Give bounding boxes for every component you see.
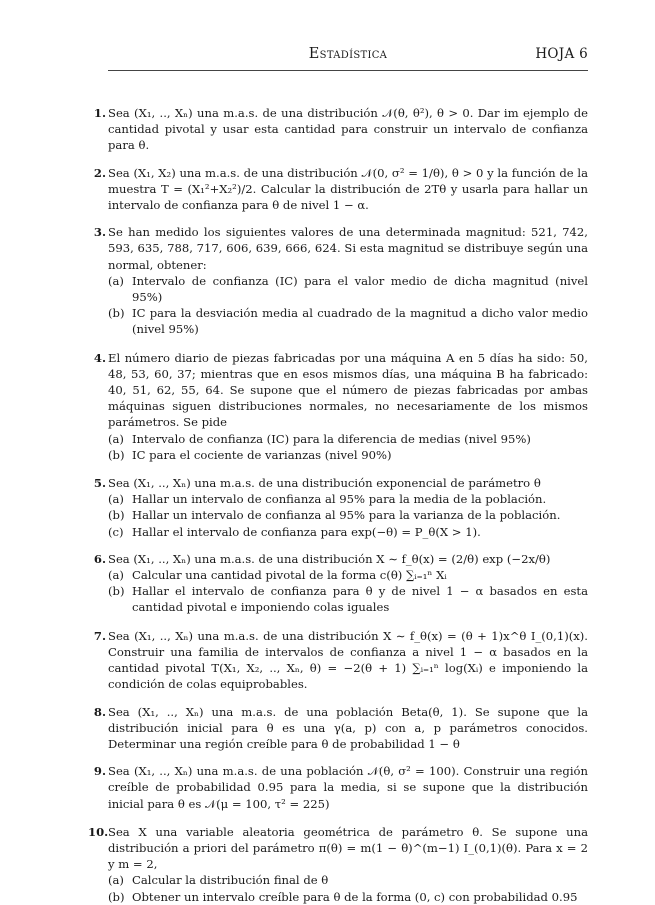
subitem-text: Hallar el intervalo de confianza para θ y de nivel 1 − α basados en esta cantidad pivotal e imponiendo colas iguales xyxy=(132,584,588,615)
problem-spacer xyxy=(108,213,588,224)
problem-number: 6. xyxy=(93,551,106,566)
subitem xyxy=(108,431,588,447)
subitem xyxy=(108,273,588,305)
problem-text: Sea (X₁, .., Xₙ) una m.a.s. de una población 𝒩(θ, σ² = 100). Construir una región creíble de probabilidad 0.95 para la media, si se supone que la distribución inicial para θ es 𝒩(μ = 100, τ² = 225) xyxy=(108,764,588,811)
problem-item xyxy=(93,628,588,693)
problem-number: 2. xyxy=(93,165,106,180)
problem-text: Sea (X₁, X₂) una m.a.s. de una distribución 𝒩(0, σ² = 1/θ), θ > 0 y la función de la muestra T = (X₁²+X₂²)/2. Calcular la distribución de 2Tθ y usarla para hallar un intervalo de confianza para θ de nivel 1 − α. xyxy=(108,165,588,213)
problem-number: 10. xyxy=(88,824,109,839)
subitem xyxy=(108,872,588,888)
subitem-label: (b) xyxy=(108,584,125,599)
problem-text: Sea (X₁, .., Xₙ) una m.a.s. de una distribución exponencial de parámetro θ xyxy=(108,476,541,491)
problem-text: Sea (X₁, .., Xₙ) una m.a.s. de una distribución 𝒩(θ, θ²), θ > 0. Dar im ejemplo de cantidad pivotal y usar esta cantidad para construir un intervalo de confianza para θ. xyxy=(108,106,588,153)
problem-text: Sea (X₁, .., Xₙ) una m.a.s. de una distribución X ∼ f_θ(x) = (θ + 1)x^θ I_(0,1)(x). Construir una familia de intervalos de confianza a nivel 1 − α basados en la cantidad pivotal T(X₁, X₂, .., Xₙ, θ) = −2(θ + 1) ∑ᵢ₌₁ⁿ log(Xᵢ) e imponiendo la condición de colas equiprobables. xyxy=(108,628,588,692)
problem-text: Sea X una variable aleatoria geométrica de parámetro θ. Se supone una distribución a priori del parámetro π(θ) = m(1 − θ)^(m−1) I_(0,1)(θ). Para x = 2 y m = 2, xyxy=(108,824,588,872)
problem-number: 5. xyxy=(93,476,106,491)
subitem-label: (b) xyxy=(108,508,125,523)
subitem-label: (b) xyxy=(108,306,125,321)
subitem xyxy=(108,567,588,583)
subitem-text: Calcular la distribución final de θ xyxy=(132,873,329,888)
problem-list xyxy=(88,105,588,905)
problem-item xyxy=(93,165,588,214)
problem-text: Sea (X₁, .., Xₙ) una m.a.s. de una población Beta(θ, 1). Se supone que la distribución inicial para θ es una γ(a, p) con a, p parámetros conocidos. Determinar una región creíble para θ de probabilidad 1 − θ xyxy=(108,704,588,751)
subitem-label: (b) xyxy=(108,447,125,462)
problem-spacer xyxy=(108,540,588,551)
subitem-text: Obtener un intervalo creíble para θ de la forma (0, c) con probabilidad 0.95 xyxy=(132,889,578,904)
problem-spacer xyxy=(108,463,588,475)
subitem xyxy=(108,491,588,507)
problem-spacer xyxy=(108,616,588,628)
subitem xyxy=(108,889,588,905)
problem-item xyxy=(93,704,588,753)
problem-text: El número diario de piezas fabricadas por una máquina A en 5 días ha sido: 50, 48, 53, 60, 37; mientras que en esos mismos días, una máquina B ha fabricado: 40, 51, 62, 55, 64. Se supone que el número de piezas fabricadas por ambas máquinas siguen distribuciones normales, no necesariamente de los mismos parámetros. Se pide xyxy=(108,350,588,430)
problem-spacer xyxy=(108,338,588,350)
problem-item xyxy=(93,105,588,154)
header-divider xyxy=(108,70,588,71)
problem-number: 7. xyxy=(93,628,106,643)
problem-text: Se han medido los siguientes valores de una determinada magnitud: 521, 742, 593, 635, 788, 717, 606, 639, 666, 624. Si esta magnitud se distribuye según una normal, obtener: xyxy=(108,225,588,272)
problem-number: 8. xyxy=(93,704,106,719)
subitem-text: Intervalo de confianza (IC) para la diferencia de medias (nivel 95%) xyxy=(132,431,531,446)
subitem xyxy=(108,524,588,540)
problem-item xyxy=(93,350,588,463)
subitem-label: (b) xyxy=(108,889,125,904)
problem-text: Sea (X₁, .., Xₙ) una m.a.s. de una distribución X ∼ f_θ(x) = (2/θ) exp (−2x/θ) xyxy=(108,551,551,566)
subitem xyxy=(108,305,588,337)
subitem-label: (a) xyxy=(108,273,124,288)
problem-number: 3. xyxy=(93,225,106,240)
problem-spacer xyxy=(108,154,588,165)
subitem-label: (a) xyxy=(108,492,124,507)
problem-number: 9. xyxy=(93,764,106,779)
problem-spacer xyxy=(108,752,588,763)
subitem-label: (a) xyxy=(108,568,124,583)
subitem-text: Hallar el intervalo de confianza para exp(−θ) = P_θ(X > 1). xyxy=(132,524,481,539)
subitem-text: Hallar un intervalo de confianza al 95% para la media de la población. xyxy=(132,492,547,507)
page-header xyxy=(108,46,588,68)
subitem-label: (a) xyxy=(108,873,124,888)
subitem-text: Intervalo de confianza (IC) para el valor medio de dicha magnitud (nivel 95%) xyxy=(132,273,588,305)
subitem-label: (c) xyxy=(108,524,124,539)
problem-number: 1. xyxy=(93,106,106,120)
subitem-text: Calcular una cantidad pivotal de la forma c(θ) ∑ᵢ₌₁ⁿ Xᵢ xyxy=(132,568,447,583)
subitem-text: IC para la desviación media al cuadrado de la magnitud a dicho valor medio (nivel 95%) xyxy=(132,306,588,337)
problem-item xyxy=(93,224,588,337)
subitem xyxy=(108,507,588,523)
problem-item xyxy=(93,763,588,812)
subitem-text: Hallar un intervalo de confianza al 95% para la varianza de la población. xyxy=(132,508,561,523)
subitem-label: (a) xyxy=(108,431,124,446)
problem-spacer xyxy=(108,693,588,704)
problem-item xyxy=(88,824,588,905)
problem-item xyxy=(93,475,588,540)
subitem-text: IC para el cociente de varianzas (nivel 90%) xyxy=(132,447,392,462)
problem-spacer xyxy=(108,812,588,824)
sheet-label: HOJA 6 xyxy=(535,46,588,62)
page-title: Estadística xyxy=(308,46,388,62)
problem-item xyxy=(93,551,588,616)
subitem xyxy=(108,447,588,463)
problem-number: 4. xyxy=(93,350,106,365)
subitem xyxy=(108,583,588,615)
